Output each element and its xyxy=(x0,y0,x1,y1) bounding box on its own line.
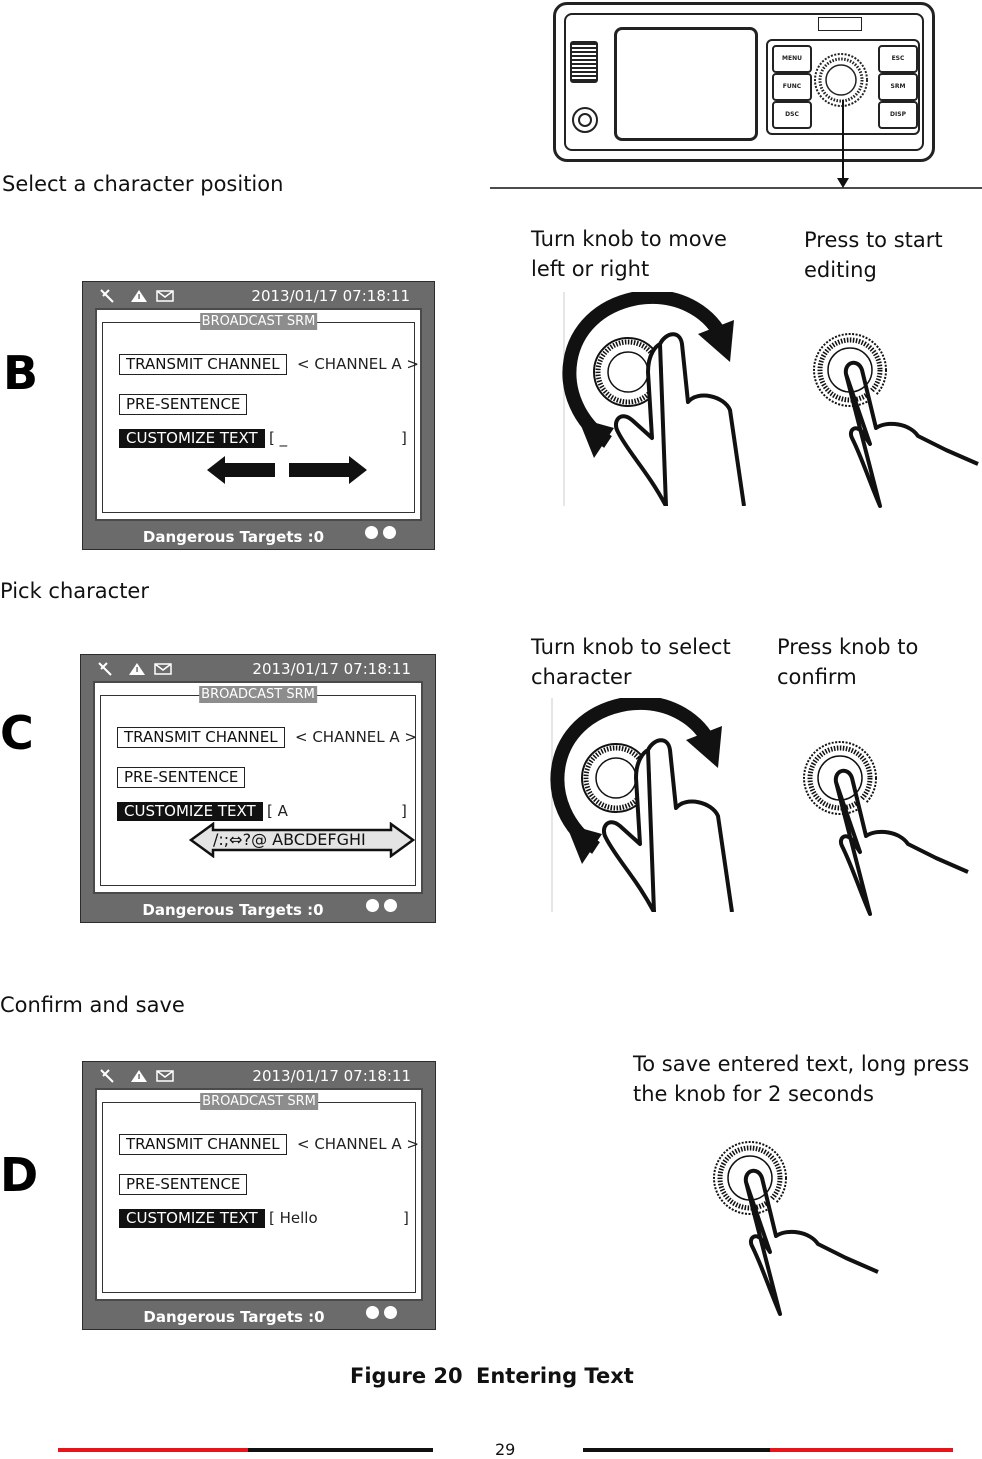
lcd-frame xyxy=(102,1102,416,1293)
hand-turn-knob-icon xyxy=(536,698,756,912)
satellite-icon xyxy=(101,1070,113,1082)
satellite-icon xyxy=(101,290,113,302)
transmit-channel-value: < CHANNEL A > xyxy=(297,355,419,373)
customize-text-close: ] xyxy=(401,429,407,447)
hand-press-knob-icon xyxy=(806,328,982,508)
figure-title: Entering Text xyxy=(476,1364,634,1388)
transmit-channel-box[interactable]: TRANSMIT CHANNEL xyxy=(117,727,285,748)
warning-icon xyxy=(129,663,145,675)
menu-button[interactable]: MENU xyxy=(772,45,812,73)
instruction-turn-c: Turn knob to select character xyxy=(531,635,731,689)
status-dots xyxy=(360,524,396,543)
hand-press-knob-icon xyxy=(796,736,972,916)
disp-button[interactable]: DISP xyxy=(878,101,918,129)
transmit-channel-box[interactable]: TRANSMIT CHANNEL xyxy=(119,1134,287,1155)
customize-text-value: [ _ xyxy=(269,429,288,447)
instruction-press-c: Press knob to confirm xyxy=(777,635,919,689)
speaker-grille-icon xyxy=(570,41,598,83)
pre-sentence-box[interactable]: PRE-SENTENCE xyxy=(117,767,245,788)
dsc-button[interactable]: DSC xyxy=(772,101,812,129)
transmit-channel-box[interactable]: TRANSMIT CHANNEL xyxy=(119,354,287,375)
lcd-body xyxy=(93,681,423,894)
step-letter-b: B xyxy=(3,346,39,400)
dangerous-targets-footer: Dangerous Targets :0 xyxy=(142,901,324,919)
knob-pointer-arrow xyxy=(480,100,982,195)
status-icons xyxy=(99,1068,179,1084)
screen-title: BROADCAST SRM xyxy=(201,687,315,702)
dangerous-targets-footer: Dangerous Targets :0 xyxy=(142,528,325,546)
customize-text-highlight[interactable]: CUSTOMIZE TEXT xyxy=(119,429,265,448)
customize-text-close: ] xyxy=(403,1209,409,1227)
instruction-press-b: Press to start editing xyxy=(804,228,943,282)
pre-sentence-box[interactable]: PRE-SENTENCE xyxy=(119,1174,247,1195)
satellite-icon xyxy=(99,663,111,675)
mail-icon xyxy=(157,291,173,301)
dangerous-targets-footer: Dangerous Targets :0 xyxy=(143,1308,325,1326)
figure-number: Figure 20 xyxy=(350,1364,463,1388)
hand-turn-knob-icon xyxy=(548,292,768,506)
footer-rule-right-red xyxy=(770,1448,953,1452)
lcd-body xyxy=(95,1088,423,1301)
screen-title: BROADCAST SRM xyxy=(202,1094,316,1109)
step-letter-c: C xyxy=(0,706,34,760)
customize-text-value: [ Hello xyxy=(269,1209,318,1227)
customize-text-highlight[interactable]: CUSTOMIZE TEXT xyxy=(119,1209,265,1228)
footer-rule-right-black xyxy=(583,1448,770,1452)
pre-sentence-box[interactable]: PRE-SENTENCE xyxy=(119,394,247,415)
func-button[interactable]: FUNC xyxy=(772,73,812,101)
warning-icon xyxy=(131,290,147,302)
lcd-screen-d xyxy=(82,1061,436,1330)
srm-button[interactable]: SRM xyxy=(878,73,918,101)
esc-button[interactable]: ESC xyxy=(878,45,918,73)
footer-rule-left-black xyxy=(248,1448,433,1452)
lcd-screen-b xyxy=(82,281,435,550)
datetime: 2013/01/17 07:18:11 xyxy=(252,660,411,678)
transmit-channel-value: < CHANNEL A > xyxy=(295,728,417,746)
mail-icon xyxy=(155,664,171,674)
customize-text-close: ] xyxy=(401,802,407,820)
hand-press-knob-icon xyxy=(706,1136,882,1316)
customize-text-highlight[interactable]: CUSTOMIZE TEXT xyxy=(117,802,263,821)
warning-icon xyxy=(131,1070,147,1082)
section-b-label: Select a character position xyxy=(2,172,284,196)
customize-text-value: [ A xyxy=(267,802,288,820)
screen-title: BROADCAST SRM xyxy=(201,314,316,329)
status-dots xyxy=(361,897,397,916)
status-icons xyxy=(97,661,177,677)
footer-rule-left-red xyxy=(58,1448,248,1452)
instruction-turn-b: Turn knob to move left or right xyxy=(531,227,727,281)
step-letter-d: D xyxy=(0,1148,39,1202)
status-dots xyxy=(361,1304,397,1323)
datetime: 2013/01/17 07:18:11 xyxy=(251,287,410,305)
lcd-screen-c xyxy=(80,654,436,923)
section-d-label: Confirm and save xyxy=(0,993,185,1017)
instruction-press-d: To save entered text, long press the knob for 2 seconds xyxy=(633,1052,970,1106)
left-right-arrows-icon xyxy=(207,450,367,490)
datetime: 2013/01/17 07:18:11 xyxy=(252,1067,411,1085)
lcd-body xyxy=(95,308,422,521)
section-c-label: Pick character xyxy=(0,579,149,603)
status-icons xyxy=(99,288,179,304)
device-label-window xyxy=(818,17,862,31)
mail-icon xyxy=(157,1071,173,1081)
transmit-channel-value: < CHANNEL A > xyxy=(297,1135,419,1153)
page-number: 29 xyxy=(495,1440,516,1459)
character-strip: /:;⇔?@ ABCDEFGHI xyxy=(213,830,366,849)
